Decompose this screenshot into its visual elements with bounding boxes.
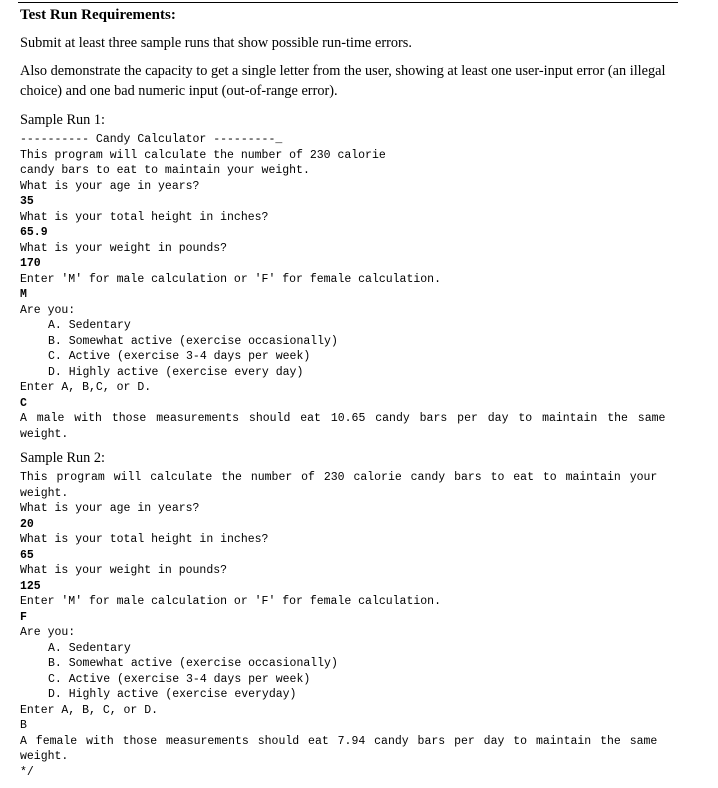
prompt-sex: Enter 'M' for male calculation or 'F' for female calculation. xyxy=(20,595,441,608)
prompt-age: What is your age in years? xyxy=(20,179,200,193)
input-weight: 170 xyxy=(20,257,41,270)
prompt-weight: What is your weight in pounds? xyxy=(20,241,228,255)
activity-option-c: C. Active (exercise 3-4 days per week) xyxy=(48,672,311,686)
banner-line: ---------- Candy Calculator ---------_ xyxy=(20,133,283,146)
section-heading: Test Run Requirements: xyxy=(20,7,176,23)
prompt-weight: What is your weight in pounds? xyxy=(20,564,228,577)
activity-option-a: A. Sedentary xyxy=(48,641,131,655)
prompt-enter-choice: Enter A, B, C, or D. xyxy=(20,703,159,717)
sample-run-2-title: Sample Run 2: xyxy=(20,450,105,466)
input-age: 20 xyxy=(20,517,34,531)
result-line: A male with those measurements should eat 10.65 candy bars per day to maintain the same weight. xyxy=(20,412,666,441)
input-activity: C xyxy=(20,396,27,410)
comment-end: */ xyxy=(20,765,34,779)
intro-line: candy bars to eat to maintain your weight. xyxy=(20,164,310,177)
prompt-activity: Are you: xyxy=(20,626,76,639)
prompt-enter-choice: Enter A, B,C, or D. xyxy=(20,381,152,394)
prompt-sex: Enter 'M' for male calculation or 'F' for female calculation. xyxy=(20,272,441,286)
input-age: 35 xyxy=(20,195,34,208)
input-sex: F xyxy=(20,610,27,624)
activity-option-a: A. Sedentary xyxy=(48,319,131,332)
sample-run-1-output xyxy=(20,132,690,442)
input-sex: M xyxy=(20,288,27,301)
requirement-paragraph-1: Submit at least three sample runs that show possible run-time errors. xyxy=(20,35,412,51)
sample-run-2-output xyxy=(20,470,690,780)
activity-option-d: D. Highly active (exercise everyday) xyxy=(48,688,297,701)
activity-option-b: B. Somewhat active (exercise occasionally) xyxy=(48,657,338,670)
prompt-age: What is your age in years? xyxy=(20,502,200,515)
activity-option-c: C. Active (exercise 3-4 days per week) xyxy=(48,350,311,363)
input-weight: 125 xyxy=(20,579,41,593)
top-rule xyxy=(18,2,678,3)
prompt-height: What is your total height in inches? xyxy=(20,210,269,224)
result-line: A female with those measurements should eat 7.94 candy bars per day to maintain the same weight. xyxy=(20,734,658,763)
requirement-paragraph-2: Also demonstrate the capacity to get a single letter from the user, showing at least one user-input error (an illegal choice) and one bad numeric input (out-of-range error). xyxy=(20,63,666,99)
prompt-activity: Are you: xyxy=(20,303,76,317)
document-page xyxy=(20,6,690,780)
activity-option-b: B. Somewhat active (exercise occasionally) xyxy=(48,334,338,348)
activity-option-d: D. Highly active (exercise every day) xyxy=(48,365,304,379)
prompt-height: What is your total height in inches? xyxy=(20,533,269,546)
sample-run-1-title: Sample Run 1: xyxy=(20,112,105,128)
input-height: 65.9 xyxy=(20,226,48,239)
input-height: 65 xyxy=(20,548,34,562)
input-activity: B xyxy=(20,719,27,732)
intro-line: This program will calculate the number of 230 calorie xyxy=(20,148,386,162)
intro-line: This program will calculate the number of 230 calorie candy bars to eat to maintain your weight. xyxy=(20,471,658,500)
